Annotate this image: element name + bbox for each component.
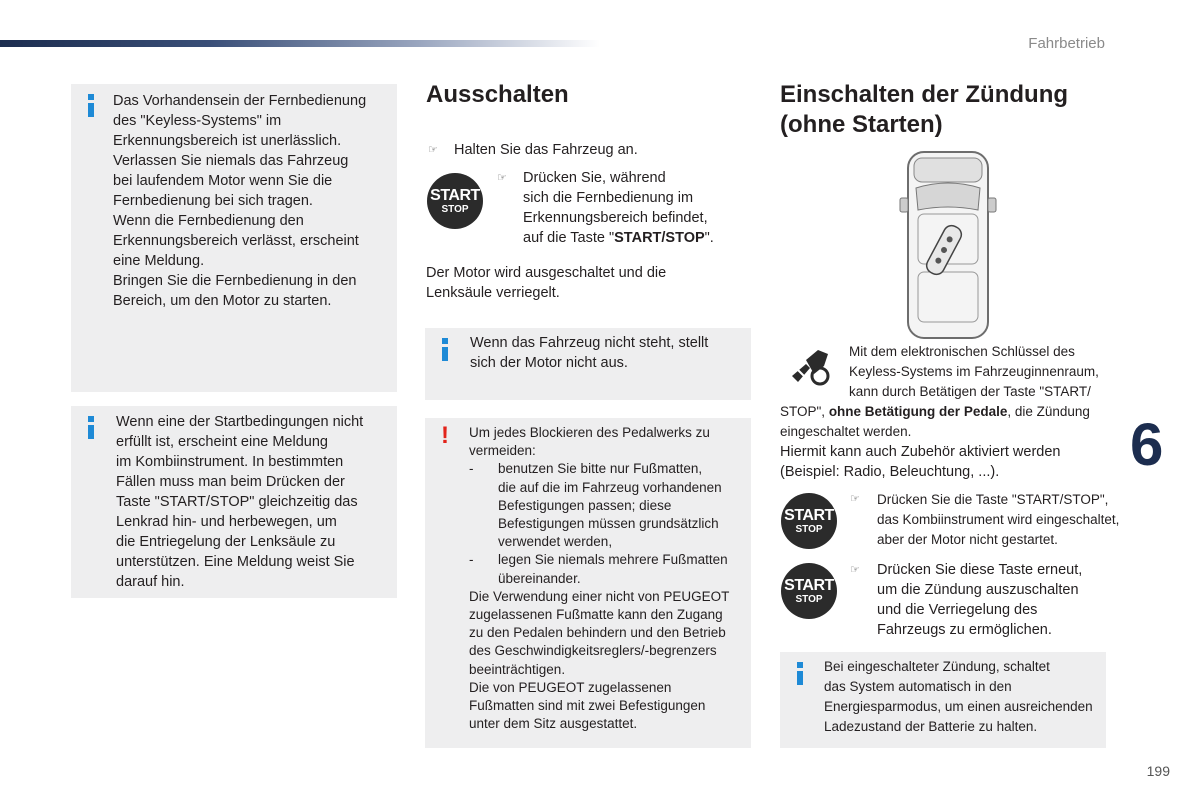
start-stop-button-icon: START STOP <box>781 563 837 619</box>
start-stop-button-icon: START STOP <box>427 173 483 229</box>
step-stop-vehicle: Halten Sie das Fahrzeug an. <box>454 142 638 158</box>
keyless-ignition-text: Mit dem elektronischen Schlüssel des Keyless-Systems im Fahrzeuginnenraum, kann durch Betätigen der Taste "START/ <box>849 344 1099 399</box>
chapter-number: 6 <box>1130 411 1164 478</box>
info-icon <box>441 338 449 361</box>
heading-ignition-on: Einschalten der Zündung (ohne Starten) <box>780 81 1069 138</box>
warning-box-floor-mats <box>425 418 751 748</box>
keyless-ignition-text-cont: STOP", ohne Betätigung der Pedale, die Zündung eingeschaltet werden. <box>780 404 1090 439</box>
info-box-start-conditions <box>71 406 397 598</box>
chapter-title: Fahrbetrieb <box>1028 35 1105 52</box>
step-ignition-off: Drücken Sie diese Taste erneut, um die Zündung auszuschalten und die Verriegelung des Fahrzeugs zu ermöglichen. <box>877 562 1083 638</box>
step-press-start-stop: Drücken Sie, während sich die Fernbedienung im Erkennungsbereich befindet, auf die Taste "START/STOP". <box>523 170 714 246</box>
arrow-bullet-icon: ☞ <box>428 144 438 156</box>
arrow-bullet-icon: ☞ <box>850 493 860 505</box>
info-text-energy-saving: Bei eingeschalteter Zündung, schaltet das System automatisch in den Energiesparmodus, um einen ausreichenden Ladezustand der Batterie zu halten. <box>824 659 1093 734</box>
page-number: 199 <box>1146 763 1170 779</box>
info-icon <box>796 662 804 685</box>
info-text-vehicle-moving: Wenn das Fahrzeug nicht steht, stellt sich der Motor nicht aus. <box>470 335 709 371</box>
info-box-vehicle-moving <box>425 328 751 400</box>
key-hand-icon <box>788 346 834 388</box>
start-stop-button-icon: START STOP <box>781 493 837 549</box>
step-ignition-on: Drücken Sie die Taste "START/STOP", das Kombiinstrument wird eingeschaltet, aber der Motor nicht gestartet. <box>877 492 1120 547</box>
header-bar <box>0 40 600 47</box>
info-box-energy-saving <box>780 652 1106 748</box>
accessory-text: Hiermit kann auch Zubehör aktiviert werden (Beispiel: Radio, Beleuchtung, ...). <box>780 444 1061 480</box>
car-top-view-icon <box>894 148 1002 343</box>
heading-ausschalten: Ausschalten <box>426 81 569 108</box>
warning-list-item: - benutzen Sie bitte nur Fußmatten, die auf die im Fahrzeug vorhandenen Befestigungen passen; diese Befestigungen müssen grundsätzlich verwendet werden, <box>469 461 722 550</box>
engine-off-result: Der Motor wird ausgeschaltet und die Lenksäule verriegelt. <box>426 265 667 301</box>
info-icon <box>87 416 95 439</box>
warning-icon: ! <box>441 422 449 449</box>
arrow-bullet-icon: ☞ <box>497 172 507 184</box>
info-box-keyless <box>71 84 397 392</box>
info-text-keyless: Das Vorhandensein der Fernbedienung des "Keyless-Systems" im Erkennungsbereich ist unerlässlich. Verlassen Sie niemals das Fahrzeug bei laufendem Motor wenn Sie die Fernbedienung bei sich tragen. Wenn die Fernbedienung den Erkennungsbereich verlässt, erscheint eine Meldung. Bringen Sie die Fernbedienung in den Bereich, um den Motor zu starten. <box>113 93 367 309</box>
arrow-bullet-icon: ☞ <box>850 564 860 576</box>
warning-list-item: - legen Sie niemals mehrere Fußmatten übereinander. <box>469 552 728 586</box>
warning-text: Um jedes Blockieren des Pedalwerks zu vermeiden: - benutzen Sie bitte nur Fußmatten, die auf die im Fahrzeug vorhandenen Befestigungen passen; diese Befestigungen müssen grundsätzlich verwendet werden, - legen Sie niemals mehrere Fußmatten übereinander. Die Verwendung einer nicht von PEUGEOT zugelassenen Fußmatte kann den Zugang zu den Pedalen behindern und den Betrieb des Geschwindigkeitsreglers/-begrenzers beeinträchtigen. Die von PEUGEOT zugelassenen Fußmatten sind mit zwei Befestigungen unter dem Sitz ausgestattet. <box>469 425 730 732</box>
info-text-start-conditions: Wenn eine der Startbedingungen nicht erfüllt ist, erscheint eine Meldung im Kombiinstrument. In bestimmten Fällen muss man beim Drücken der Taste "START/STOP" gleichzeitig das Lenkrad hin- und herbewegen, um die Entriegelung der Lenksäule zu unterstützen. Eine Meldung weist Sie darauf hin. <box>116 414 364 590</box>
info-icon <box>87 94 95 117</box>
